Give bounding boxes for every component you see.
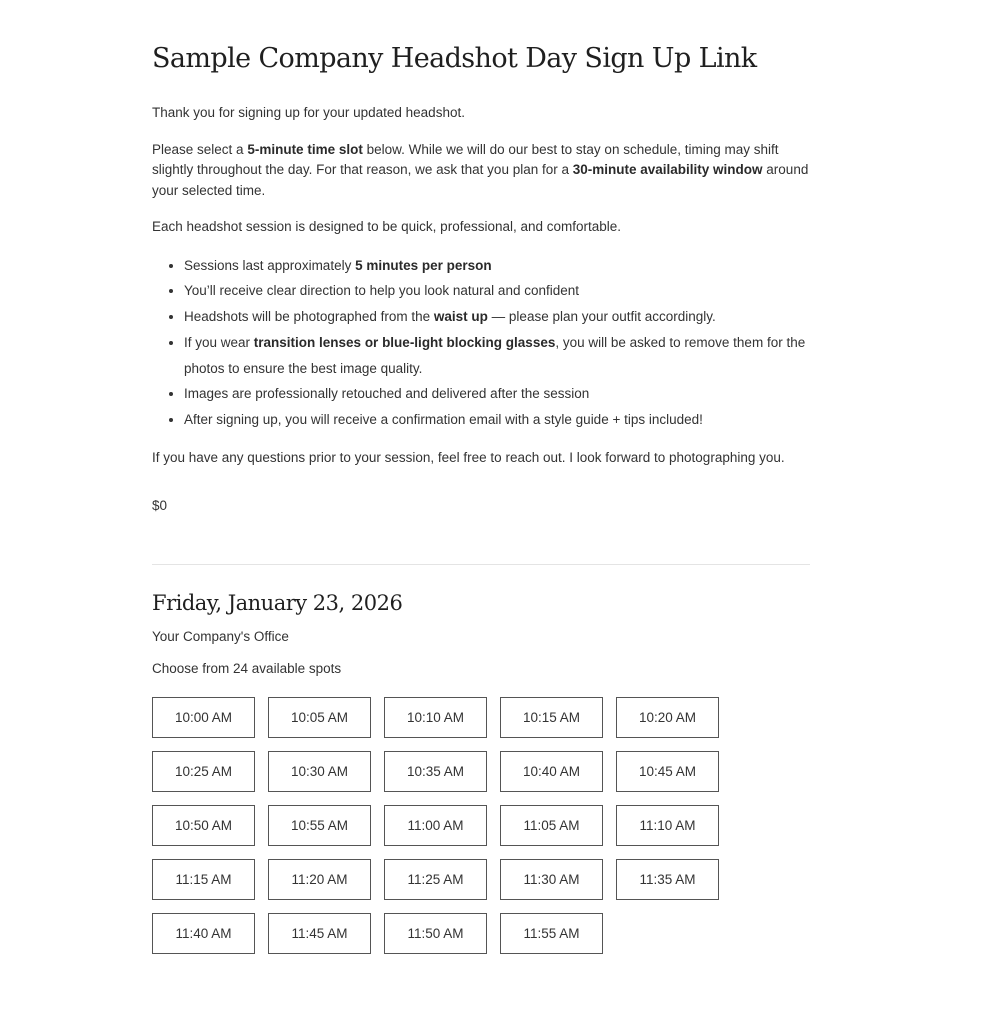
- time-slot-grid: [152, 697, 719, 954]
- list-item: [184, 330, 812, 382]
- text-run: Sessions last approximately: [184, 257, 356, 273]
- time-slot-button[interactable]: 11:00 AM: [384, 805, 487, 846]
- closing-text: If you have any questions prior to your session, feel free to reach out. I look forward to photographing you.: [152, 450, 785, 466]
- intro-time-slot-info: [152, 140, 812, 202]
- time-slot-button[interactable]: 11:40 AM: [152, 913, 255, 954]
- time-slot-button[interactable]: 11:25 AM: [384, 859, 487, 900]
- bold-text: 5 minutes per person: [355, 257, 492, 273]
- signup-page: [152, 0, 812, 954]
- list-item: [184, 304, 812, 330]
- time-slot-button[interactable]: 11:15 AM: [152, 859, 255, 900]
- time-slot-button[interactable]: 11:35 AM: [616, 859, 719, 900]
- list-item: [184, 381, 812, 407]
- time-slot-button[interactable]: 10:00 AM: [152, 697, 255, 738]
- divider: [152, 564, 810, 565]
- time-slot-button[interactable]: 11:10 AM: [616, 805, 719, 846]
- text-run: around your selected time.: [152, 162, 809, 198]
- text-run: — please plan your outfit accordingly.: [487, 309, 716, 325]
- time-slot-button[interactable]: 11:20 AM: [268, 859, 371, 900]
- time-slot-button[interactable]: 10:40 AM: [500, 751, 603, 792]
- intro-thanks: Thank you for signing up for your updated headshot.: [152, 105, 465, 120]
- intro-session-info: Each headshot session is designed to be quick, professional, and comfortable.: [152, 219, 622, 234]
- time-slot-button[interactable]: 11:50 AM: [384, 913, 487, 954]
- time-slot-button[interactable]: 11:55 AM: [500, 913, 603, 954]
- list-item: [184, 278, 812, 304]
- time-slot-button[interactable]: 11:05 AM: [500, 805, 603, 846]
- page-title: Sample Company Headshot Day Sign Up Link: [152, 43, 757, 74]
- time-slot-button[interactable]: 10:10 AM: [384, 697, 487, 738]
- text-run: If you wear: [184, 334, 254, 350]
- session-details-list: [152, 253, 812, 434]
- time-slot-button[interactable]: 10:30 AM: [268, 751, 371, 792]
- bold-text: 5-minute time slot: [247, 141, 363, 157]
- time-slot-button[interactable]: 10:50 AM: [152, 805, 255, 846]
- bold-text: waist up: [433, 309, 488, 325]
- list-item: [184, 253, 812, 279]
- price: $0: [152, 497, 168, 513]
- text-run: Images are professionally retouched and delivered after the session: [184, 386, 590, 402]
- time-slot-button[interactable]: 10:25 AM: [152, 751, 255, 792]
- bold-text: 30-minute availability window: [572, 162, 763, 177]
- time-slot-button[interactable]: 10:45 AM: [616, 751, 719, 792]
- text-run: After signing up, you will receive a confirmation email with a style guide + tips included!: [184, 412, 703, 428]
- time-slot-button[interactable]: 10:05 AM: [268, 697, 371, 738]
- text-run: Please select a: [152, 141, 248, 157]
- bold-text: transition lenses or blue-light blocking glasses: [253, 334, 556, 350]
- list-item: [184, 407, 812, 433]
- text-run: below. While we will do our best to stay on schedule, timing may shift slightly throughout the day. For that reason, we ask that you plan for a: [152, 141, 779, 177]
- time-slot-button[interactable]: 11:30 AM: [500, 859, 603, 900]
- event-location: Your Company's Office: [152, 628, 289, 644]
- time-slot-button[interactable]: 10:20 AM: [616, 697, 719, 738]
- text-run: , you will be asked to remove them for the photos to ensure the best image quality.: [184, 334, 806, 376]
- time-slot-button[interactable]: 10:55 AM: [268, 805, 371, 846]
- text-run: You’ll receive clear direction to help you look natural and confident: [184, 283, 580, 299]
- event-date: Friday, January 23, 2026: [152, 590, 403, 615]
- time-slot-button[interactable]: 11:45 AM: [268, 913, 371, 954]
- available-spots-count: Choose from 24 available spots: [152, 660, 342, 676]
- time-slot-button[interactable]: 10:35 AM: [384, 751, 487, 792]
- text-run: Headshots will be photographed from the: [184, 309, 434, 325]
- time-slot-button[interactable]: 10:15 AM: [500, 697, 603, 738]
